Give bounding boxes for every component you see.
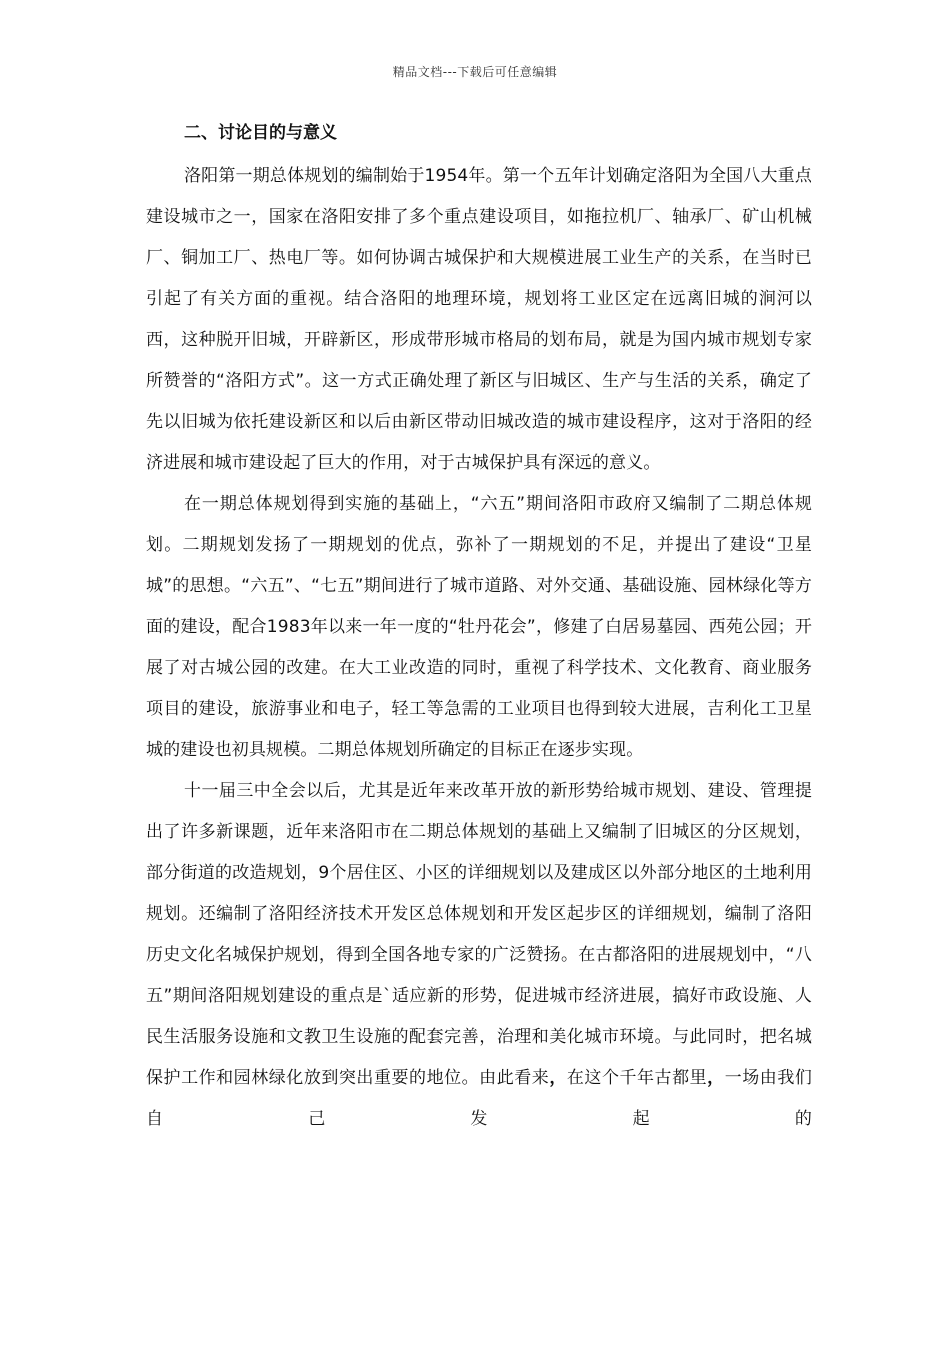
paragraph-final-segment: 在这个千年古都里	[566, 1068, 708, 1088]
page-header: 精品文档---下载后可任意编辑	[392, 65, 558, 79]
paragraph-second-period-plan: 在一期总体规划得到实施的基础上，“六五”期间洛阳市政府又编制了二期总体规划。二期规划发扬了一期规划的优点，弥补了一期规划的不足，并提出了建设“卫星城”的思想。“六五”、“七五”期间进行了城市道路、对外交通、基础设施、园林绿化等方面的建设，配合1983年以来一年一度的“牡丹花会”，修建了白居易墓园、西苑公园；开展了对古城公园的改建。在大工业改造的同时，重视了科学技术、文化教育、商业服务项目的建设，旅游事业和电子，轻工等急需的工业项目也得到较大进展，吉利化工卫星城的建设也初具规模。二期总体规划所确定的目标正在逐步实现。	[146, 494, 812, 760]
bold-comma-1: ，	[549, 1068, 567, 1088]
paragraph-recent-planning	[146, 771, 812, 1140]
paragraph-recent-planning-text: 十一届三中全会以后，尤其是近年来改革开放的新形势给城市规划、建设、管理提出了许多新课题，近年来洛阳市在二期总体规划的基础上又编制了旧城区的分区规划，部分街道的改造规划，9个居住区、小区的详细规划以及建成区以外部分地区的土地利用规划。还编制了洛阳经济技术开发区总体规划和开发区起步区的详细规划，编制了洛阳历史文化名城保护规划，得到全国各地专家的广泛赞扬。在古都洛阳的进展规划中，“八五”期间洛阳规划建设的重点是`适应新的形势，促进城市经济进展，搞好市政设施、人民生活服务设施和文教卫生设施的配套完善，治理和美化城市环境。与此同时，把名城保护工作和园林绿化放到突出重要的地位。由此看来	[146, 781, 812, 1088]
document-body	[146, 120, 812, 1140]
paragraph-final-tail: 一场由我们自己发起的	[146, 1068, 813, 1129]
paragraph-first-period-plan: 洛阳第一期总体规划的编制始于1954年。第一个五年计划确定洛阳为全国八大重点建设城市之一，国家在洛阳安排了多个重点建设项目，如拖拉机厂、轴承厂、矿山机械厂、铜加工厂、热电厂等。如何协调古城保护和大规模进展工业生产的关系，在当时已引起了有关方面的重视。结合洛阳的地理环境，规划将工业区定在远离旧城的涧河以西，这种脱开旧城，开辟新区，形成带形城市格局的划布局，就是为国内城市规划专家所赞誉的“洛阳方式”。这一方式正确处理了新区与旧城区、生产与生活的关系，确定了先以旧城为依托建设新区和以后由新区带动旧城改造的城市建设程序，这对于洛阳的经济进展和城市建设起了巨大的作用，对于古城保护具有深远的意义。	[146, 166, 812, 473]
section-heading: 二、讨论目的与意义	[184, 123, 337, 143]
bold-comma-2: ，	[707, 1068, 725, 1088]
